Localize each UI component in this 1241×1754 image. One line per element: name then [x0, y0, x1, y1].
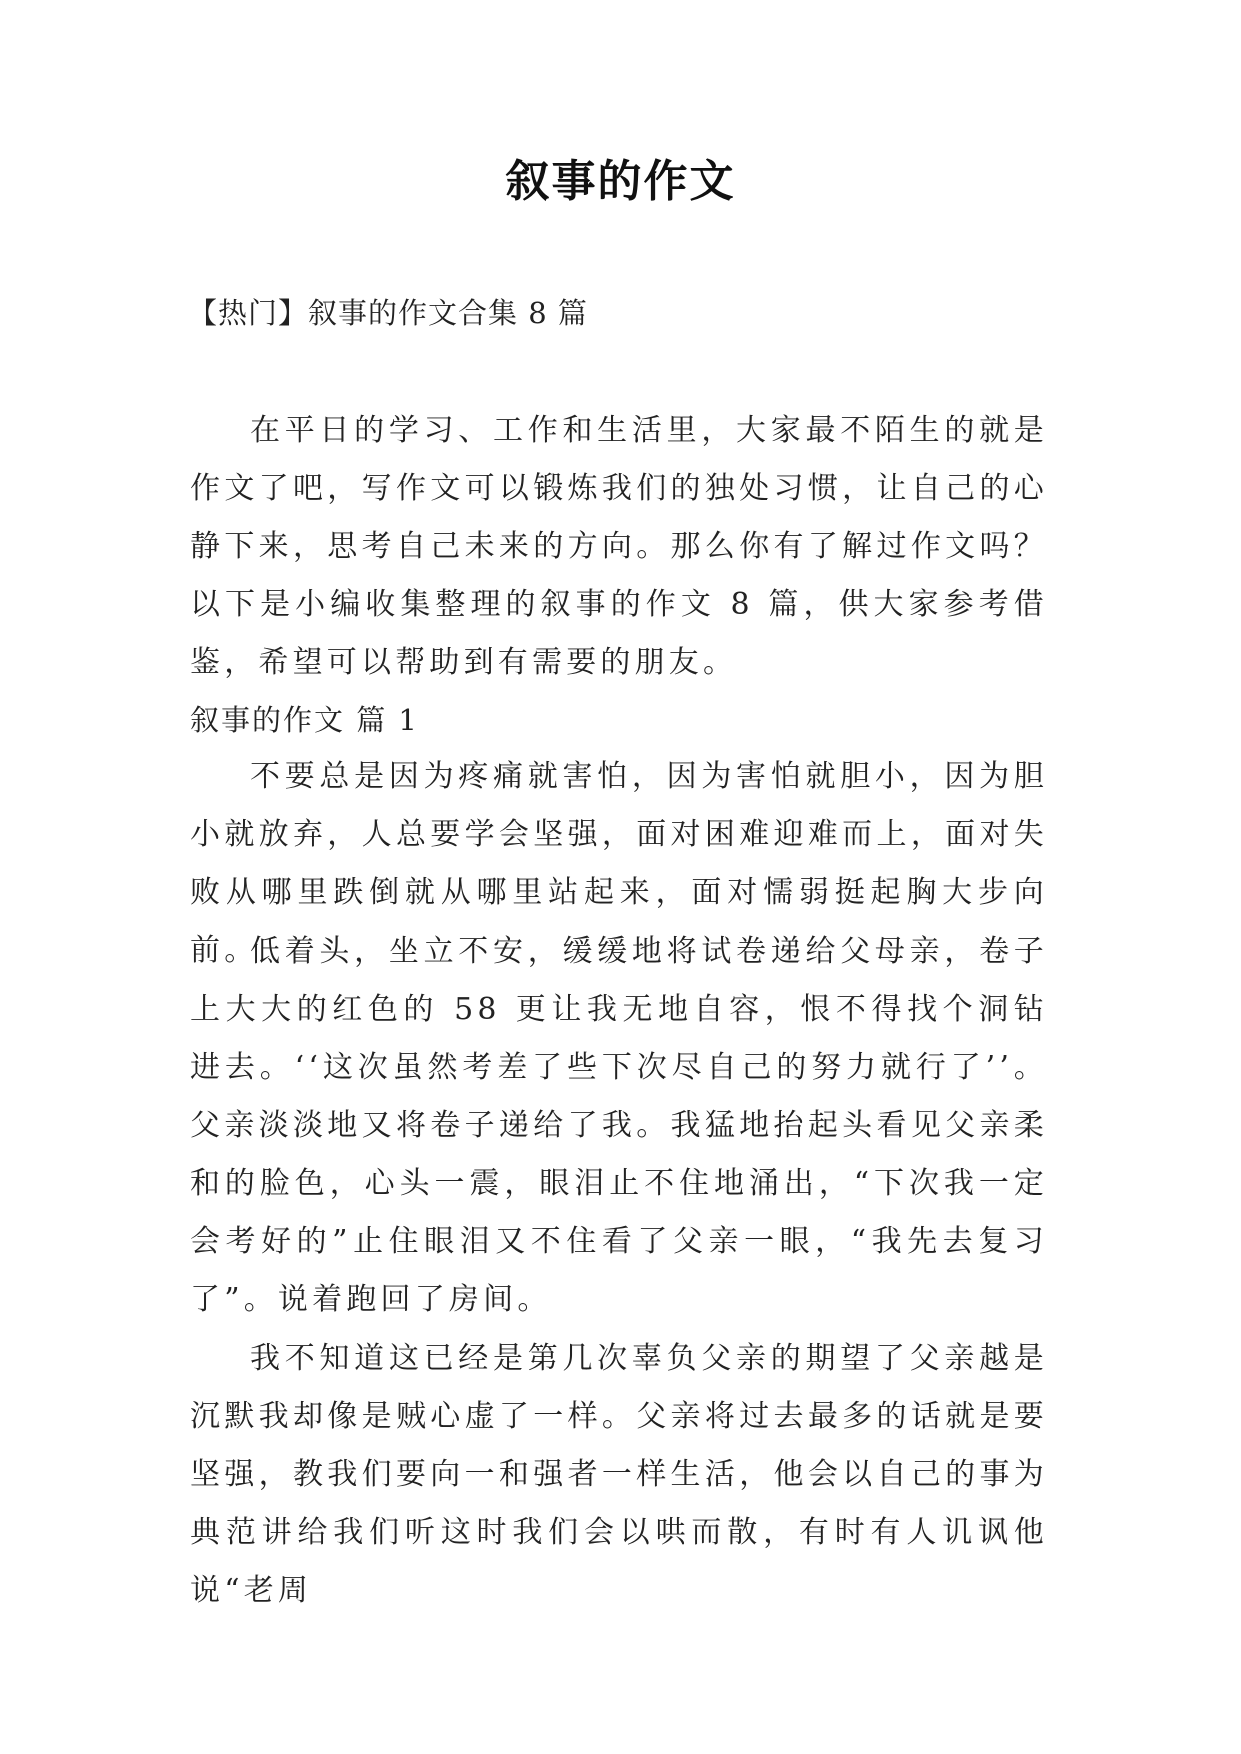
body-paragraph: 不要总是因为疼痛就害怕，因为害怕就胆小，因为胆小就放弃，人总要学会坚强，面对困难迎难而上，面对失败从哪里跌倒就从哪里站起来，面对懦弱挺起胸大步向前。 [190, 759, 1048, 968]
document-subtitle: 【热门】叙事的作文合集 8 篇 [188, 296, 588, 330]
intro-paragraph: 在平日的学习、工作和生活里，大家最不陌生的就是作文了吧，写作文可以锻炼我们的独处习惯，让自己的心静下来，思考自己未来的方向。那么你有了解过作文吗？以下是小编收集整理的叙事的作文 8 篇，供大家参考借鉴，希望可以帮助到有需要的朋友。 [190, 413, 1048, 680]
paragraph-block-2 [190, 923, 1048, 1329]
document-title: 叙事的作文 [505, 156, 736, 207]
body-paragraph: 低着头，坐立不安，缓缓地将试卷递给父母亲，卷子上大大的红色的 58 更让我无地自容，恨不得找个洞钻进去。‘‘这次虽然考差了些下次尽自己的努力就行了’’。父亲淡淡地又将卷子递给了我。我猛地抬起头看见父亲柔和的脸色，心头一震，眼泪止不住地涌出，“下次我一定会考好的”止住眼泪又不住看了父亲一眼，“我先去复习了”。说着跑回了房间。 [190, 934, 1048, 1317]
body-paragraph: 我不知道这已经是第几次辜负父亲的期望了父亲越是沉默我却像是贼心虚了一样。父亲将过去最多的话就是要坚强，教我们要向一和强者一样生活，他会以自己的事为典范讲给我们听这时我们会以哄而散，有时有人讥讽他说“老周 [190, 1341, 1048, 1608]
paragraph-block-3 [190, 1330, 1048, 1620]
intro-block [190, 402, 1048, 692]
section-heading: 叙事的作文 篇 1 [190, 703, 419, 737]
